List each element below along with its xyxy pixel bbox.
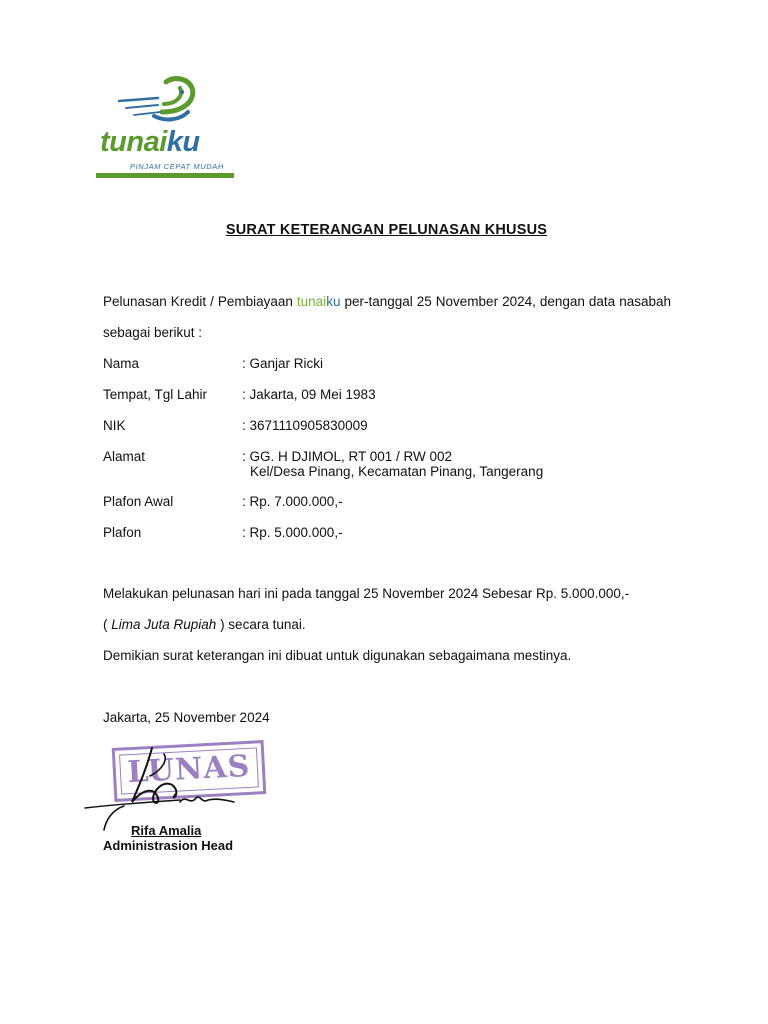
signer-role: Administrasion Head bbox=[103, 838, 234, 853]
logo-underline-bar bbox=[96, 173, 234, 178]
bird-logo-icon bbox=[114, 76, 218, 132]
field-label: Tempat, Tgl Lahir bbox=[103, 387, 208, 402]
document-title: SURAT KETERANGAN PELUNASAN KHUSUS bbox=[225, 222, 548, 238]
inline-brand-part1: tunai bbox=[296, 294, 327, 309]
field-label: Nama bbox=[103, 356, 140, 371]
field-value: : Ganjar Ricki bbox=[242, 356, 324, 371]
field-value: : Rp. 5.000.000,- bbox=[242, 525, 343, 540]
inline-brand-part2: ku bbox=[326, 294, 341, 309]
inline-brand bbox=[297, 294, 341, 309]
intro-text-before: Pelunasan Kredit / Pembiayaan bbox=[103, 294, 297, 309]
field-value: : GG. H DJIMOL, RT 001 / RW 002 bbox=[242, 449, 453, 464]
payment-amount-in-words bbox=[103, 617, 306, 632]
field-value: : Jakarta, 09 Mei 1983 bbox=[242, 387, 376, 402]
words-open: ( bbox=[103, 617, 112, 632]
field-label: Plafon bbox=[103, 525, 142, 540]
logo-word-part1: tunai bbox=[100, 126, 167, 158]
field-value-line2: Kel/Desa Pinang, Kecamatan Pinang, Tangerang bbox=[250, 464, 544, 479]
field-value: : Rp. 7.000.000,- bbox=[242, 494, 343, 509]
words-close: ) secara tunai. bbox=[216, 617, 306, 632]
field-label: Alamat bbox=[103, 449, 146, 464]
intro-text-after: per-tanggal 25 November 2024, dengan data nasabah sebagai berikut : bbox=[103, 294, 671, 340]
intro-paragraph bbox=[103, 286, 671, 348]
closing-statement: Demikian surat keterangan ini dibuat untuk digunakan sebagaimana mestinya. bbox=[103, 648, 572, 663]
company-logo bbox=[94, 76, 236, 180]
field-label: Plafon Awal bbox=[103, 494, 174, 509]
payment-statement: Melakukan pelunasan hari ini pada tanggal 25 November 2024 Sebesar Rp. 5.000.000,- bbox=[103, 586, 630, 601]
signer-name: Rifa Amalia bbox=[131, 823, 202, 838]
logo-word-part2: ku bbox=[166, 126, 200, 158]
stamp-text: LUNAS bbox=[126, 748, 252, 791]
logo-wordmark bbox=[100, 128, 200, 157]
place-and-date: Jakarta, 25 November 2024 bbox=[103, 710, 270, 725]
field-label: NIK bbox=[103, 418, 126, 433]
field-value: : 3671110905830009 bbox=[242, 418, 368, 433]
amount-words: Lima Juta Rupiah bbox=[111, 617, 217, 632]
signature-scribble bbox=[80, 740, 250, 835]
logo-tagline: PINJAM CEPAT MUDAH bbox=[130, 162, 224, 171]
